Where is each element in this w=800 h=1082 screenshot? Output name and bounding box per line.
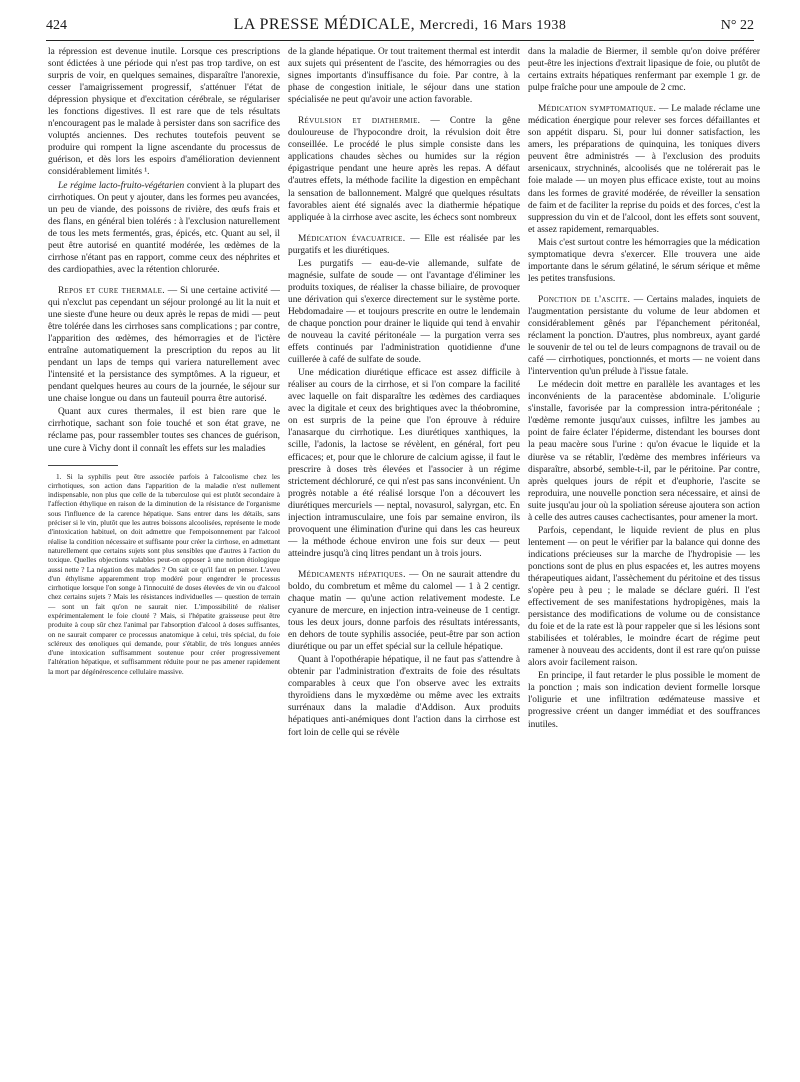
paragraph-body: — Elle est réalisée par les purgatifs et les diurétiques. xyxy=(288,233,520,256)
section-heading: Ponction de l'ascite. xyxy=(538,294,631,305)
section-paragraph xyxy=(288,233,520,257)
paragraph-body: — Contre la gêne douloureuse de l'hypocondre droit, la révulsion doit être conseillée. Le procédé le plus simple consiste dans les applications chaudes sèches ou humides sur la région épigastrique pendant une heure après les repas. A défaut d'autres effets, la méthode facilite la digestion en empêchant la sensation de ballonnement. Malgré que quelques résultats favorables aient été signalés avec la diathermie hépatique appliquée à la cirrhose avec ascite, les échecs sont nombreux xyxy=(288,116,520,223)
paragraph: Parfois, cependant, le liquide revient de plus en plus lentement — on peut le vérifier par la balance qui donne des indications précieuses sur la marche de l'hydropisie — les ponctions sont de plus en plus espacées et, les autres moyens thérapeutiques aidant, l'assèchement du péritoine et des tissus s'opère peu à peu ; le malade se déclare guéri. Il l'est effectivement de ses manifestations hydropigènes, mais la persistance des modifications de volume ou de consistance du foie et de la rate est là pour rappeler que si les lésions sont stabilisées et tolérables, le moindre écart de régime peut ramener à nouveau des accidents, dont il est rare qu'on puisse alors avoir facilement raison. xyxy=(528,525,760,669)
section-paragraph xyxy=(528,294,760,378)
paragraph-body: — On ne saurait attendre du boldo, du combretum et même du calomel — 1 à 2 centigr. chaque matin — qu'une action relativement modeste. Le cyanure de mercure, en injection intra-veineuse de 1 centigr. tous les deux jours, donne parfois des résultats intéressants, en dehors de toute syphilis associée, peut-être par son action diurétique ou par un effet spécial sur la cellule hépatique. xyxy=(288,569,520,653)
paragraph: Le médecin doit mettre en parallèle les avantages et les inconvénients de la paracentèse abdominale. L'oligurie s'installe, favorisée par la compression intra-péritonéale ; l'œdème remonte jusqu'aux cuisses, infiltre les jambes au point de faire éclater l'épiderme, distendant les bourses dont la peau macère sous l'urine : qu'on évacue le liquide et la diurèse va se rétablir, l'œdème des membres inférieurs va disparaître, absorbé, semble-t-il, par le péritoine. Par contre, après quelques jours de répit et d'euphorie, l'ascite se reproduira, une nouvelle ponction sera nécessaire, et ainsi de suite jusqu'au jour où la spoliation séreuse ajoutera son action à celle des autres causes cachectisantes, pour amener la mort. xyxy=(528,380,760,523)
section-heading: Repos et cure thermale. xyxy=(58,285,165,296)
inline-title: Le régime lacto-fruito-végétarien xyxy=(58,180,185,191)
section-paragraph xyxy=(528,103,760,236)
page-number: 424 xyxy=(46,18,67,33)
paragraph-body: convient à la plupart des cirrhotiques. On peut y ajouter, dans les formes peu avancées, un peu de viande, des poissons de rivière, des œufs frais et des flans, en général bien tolérés : à l'exclusion naturellement de tous les mets fermentés, gras, épicés, etc. Quant au sel, il peut être autorisé en quantité modérée, les œdèmes de la cirrhose n'étant pas en rapport, comme ceux des néphrites et des cardiopathies, avec la rétention chlorurée. xyxy=(48,180,280,275)
section-paragraph xyxy=(288,569,520,653)
paragraph: En principe, il faut retarder le plus possible le moment de la ponction ; mais son indication devient formelle lorsque l'oligurie et une infiltration œdémateuse massive et progressive créent un danger immédiat et des souffrances inutiles. xyxy=(528,671,760,730)
paragraph-body: — Si une certaine activité — qui n'exclut pas cependant un séjour prolongé au lit la nuit et une sieste d'une heure ou deux après le repas de midi — peut être tolérée dans les cirrhoses sans complications ; par contre, l'apparition des œdèmes, des hémorragies et de l'ictère entraîne automatiquement la prescription du repos au lit pendant un laps de temps qui variera naturellement avec l'intensité et la persistance des symptômes. A la rigueur, et pendant quelques heures au cours de la journée, le séjour sur une chaise longue ou dans un fauteuil pourra être autorisé. xyxy=(48,285,280,405)
journal-name: LA PRESSE MÉDICALE, xyxy=(233,16,416,33)
issue-number: N° 22 xyxy=(720,18,754,33)
column-1 xyxy=(48,46,280,1066)
issue-date: Mercredi, 16 Mars 1938 xyxy=(419,18,567,33)
footnote xyxy=(48,472,280,677)
running-title xyxy=(46,16,754,34)
header-rule xyxy=(46,40,754,41)
paragraph-body: — Certains malades, inquiets de l'augmentation persistante du volume de leur abdomen et considérablement gênés par l'épanchement péritonéal, réclament la ponction. D'autres, plus nombreux, ayant gardé le souvenir de tel ou tel de leurs compagnons de travail ou de café — cirrhotiques, ponctionnés, et morts — ne voient dans l'intervention qu'un prélude à l'issue fatale. xyxy=(528,294,760,378)
paragraph: de la glande hépatique. Or tout traitement thermal est interdit aux sujets qui présentent de l'ascite, des hémorragies ou des signes importants d'insuffisance du foie. Par contre, à la phase de congestion initiale, le séjour dans une station spécialisée ne peut qu'avoir une action favorable. xyxy=(288,47,520,106)
footnote-text: 1. Si la syphilis peut être associée parfois à l'alcoolisme chez les cirrhotiques, son action dans l'apparition de la maladie n'est nullement indispensable, non plus que celle de la tuberculose qui est plutôt secondaire à l'affection éthylique en raison de la diminution de la résistance de l'organisme sous l'influence de la carence hépatique. Sans entrer dans les détails, sans préciser si le vin, plutôt que les autres boissons alcoolisées, représente le mode d'intoxication habituel, on doit admettre que l'empoisonnement par l'alcool réalise la condition nécessaire et suffisante pour créer la cirrhose, en admettant naturellement que certains sujets sont plus sensibles que d'autres à l'action du toxique. Quelles objections valables peut-on opposer à une notion étiologique aussi nette ? La négation des malades ? On sait ce qu'il faut en penser. L'aveu d'un éthylisme apparemment trop modéré pour engendrer le processus cirrhotique lorsque l'on songe à l'innocuité de doses élevées de vin ou d'alcool chez certains sujets ? Mais les résistances individuelles — question de terrain — sont un fait qu'on ne saurait nier. L'impossibilité de réaliser expérimentalement le foie clouté ? Mais, si l'hépatite graisseuse peut être produite à coup sûr chez l'animal par l'absorption d'alcool à doses suffisantes, on ne saurait comparer ce processus anatomique à celui, très spécial, du foie scléreux des œnoliques qui demande, pour s'établir, de très longues années d'une intoxication suffisamment soutenue pour créer progressivement l'altération hépatique, et suffisamment réduite pour ne pas amener rapidement la mort par dégénérescence cellulaire massive. xyxy=(48,471,280,676)
paragraph xyxy=(48,180,280,276)
section-heading: Médication symptomatique. xyxy=(538,104,657,115)
paragraph: dans la maladie de Biermer, il semble qu'on doive préférer peut-être les injections d'extrait lipasique de foie, ou plutôt de certains extraits hépatiques renfermant par exemple 1 gr. de pulpe fraîche pour une ampoule de 2 cmc. xyxy=(528,47,760,94)
section-heading: Révulsion et diathermie. xyxy=(298,116,421,127)
paragraph: Quant aux cures thermales, il est bien rare que le cirrhotique, sachant son foie touché et son état grave, ne réclame pas, pour rassembler toutes ses chances de guérison, une cure à Vichy dont il connaît les effets sur les maladies xyxy=(48,407,280,454)
paragraph: Une médication diurétique efficace est assez difficile à réaliser au cours de la cirrhose, et si l'on compare la facilité avec laquelle on fait disparaître les œdèmes des cardiaques avec la digitale et ceux des brightiques avec la théobromine, on est surpris de la peine que l'on éprouve à réduire l'anasarque du cirrhotique. Les diurétiques xanthiques, la scille, l'adonis, la lactose se révèlent, en général, fort peu efficaces; et, pour que le chlorure de calcium agisse, il faut le prescrire à doses très élevées et l'associer à un régime strictement déchloruré, ce qui n'est pas sans inconvénient. Un progrès notable a été réalisé lorsque l'on a découvert les diurétiques mercuriels — neptal, novasurol, salyrgan, etc. En injection intramusculaire, une fois par semaine environ, ils provoquent une élimination d'urine qui dans les cas heureux — la méthode échoue environ une fois sur deux — peut atteindre jusqu'à cinq litres pendant un à trois jours. xyxy=(288,368,520,559)
paragraph: la répression est devenue inutile. Lorsque ces prescriptions sont édictées à une période qui n'est pas trop tardive, on est surpris de voir, en quelques semaines, disparaître l'anorexie, cesser l'amaigrissement progressif, s'atténuer l'état de dépression physique et d'excitation cérébrale, se régulariser les fonctions digestives. Il est rare que de tels résultats n'encouragent pas le malade à persister dans son sacrifice des voluptés anciennes. Des rechutes toutefois peuvent se produire qui rompent la ligne ascendante du processus de guérison, et dès lors les espoirs d'amélioration deviennent considérablement limités ¹. xyxy=(48,47,280,178)
paragraph: Quant à l'opothérapie hépatique, il ne faut pas s'attendre à obtenir par l'administration d'extraits de foie des résultats comparables à ceux que l'on observe avec les extraits thyroïdiens dans le myxœdème ou même avec les extraits surrénaux dans la maladie d'Addison. Aux produits hépatiques anti-anémiques dont l'action dans la cirrhose est fort loin de celle qui se révèle xyxy=(288,655,520,738)
section-heading: Médicaments hépatiques. xyxy=(298,569,406,580)
footnote-rule xyxy=(48,465,118,466)
section-heading: Médication évacuatrice. xyxy=(298,233,406,244)
paragraph: Les purgatifs — eau-de-vie allemande, sulfate de magnésie, sulfate de soude — ont l'avantage d'éliminer les produits toxiques, de réaliser la chasse biliaire, de provoquer une dérivation qui s'exerce directement sur le système porte. Hebdomadaire — et toujours prescrite en outre le lendemain de chaque ponction pour drainer le liquide qui tend à envahir de nouveau la cavité péritonéale — la purgation verra ses effets continués par l'administration quotidienne d'une cuillerée à café de sulfate de soude. xyxy=(288,258,520,366)
section-paragraph xyxy=(288,115,520,223)
column-3 xyxy=(528,46,760,1066)
paragraph-body: — Le malade réclame une médication énergique pour relever ses forces défaillantes et son appétit disparu. Si, pour lui donner satisfaction, les amers, les préparations de quinquina, les toniques divers peuvent être administrés — à l'exclusion des produits arsenicaux, strychninés, alcoolisés que ne tolérerait pas le foie malade — un moyen plus efficace existe, tout au moins dans les formes de gravité modérée, de réveiller la sensation de faim et de faciliter la reprise du poids et des forces, c'est la suppression du vin et de l'alcool, dont les effets sont souvent, et assez rapidement, remarquables. xyxy=(528,104,760,235)
section-paragraph xyxy=(48,285,280,405)
column-2 xyxy=(288,46,520,1066)
paragraph: Mais c'est surtout contre les hémorragies que la médication symptomatique devra s'exercer. Elle trouvera une aide importante dans le sérum gélatiné, le sérum sérique et même les petites transfusions. xyxy=(528,237,760,284)
